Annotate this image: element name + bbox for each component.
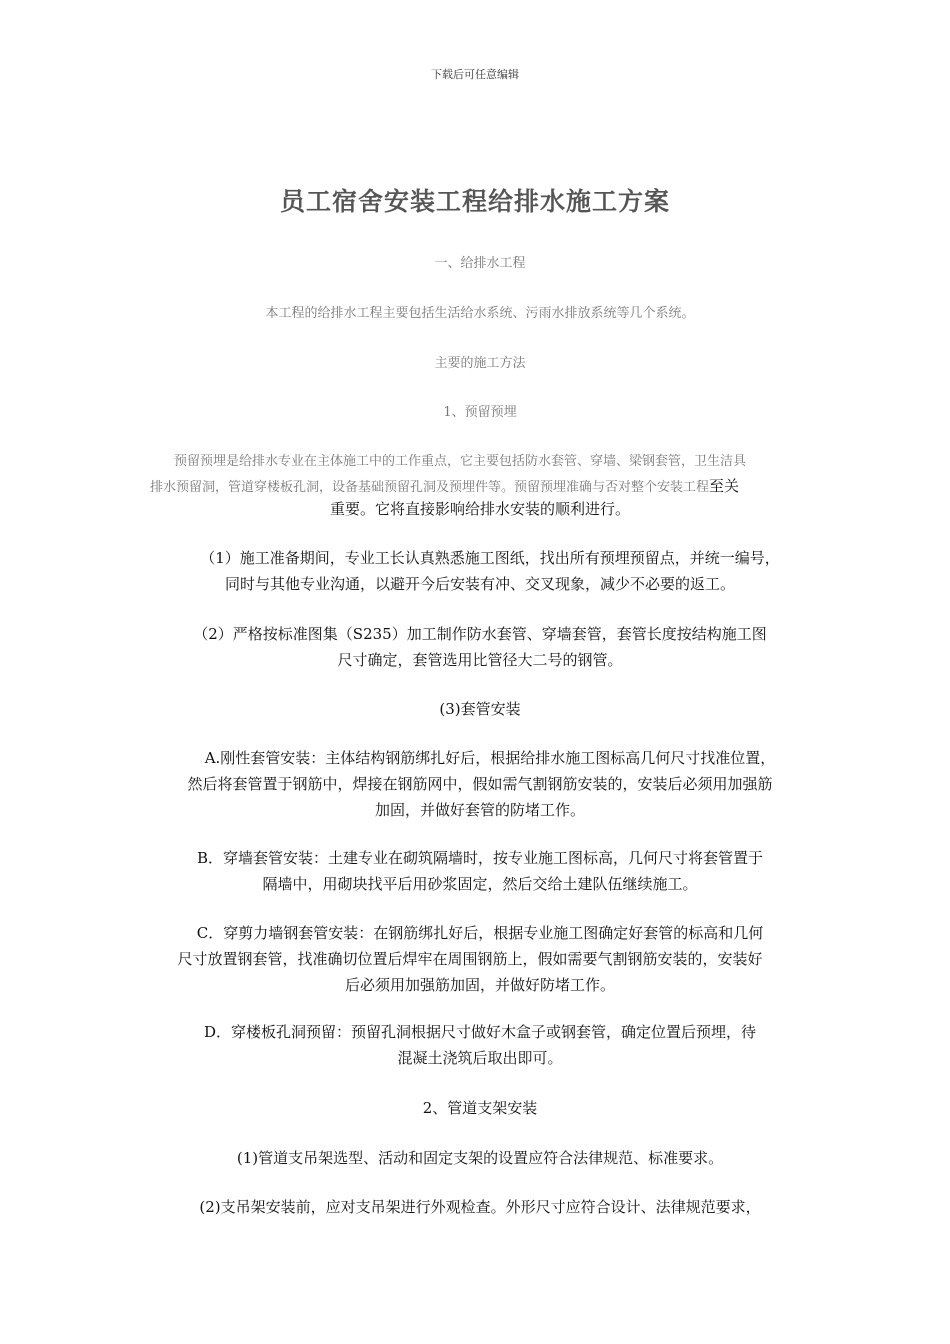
- prebury-line-2-text: 排水预留洞，管道穿楼板孔洞，设备基础预留孔洞及预埋件等。预留预埋准确与否对整个安装工程: [150, 480, 710, 495]
- prebury-line-1: 预留预埋是给排水专业在主体施工中的工作重点，它主要包括防水套管、穿墙、梁钢套管，卫生洁具: [174, 454, 747, 469]
- item-c-line-3: 后必须用加强筋加固，并做好防堵工作。: [344, 976, 615, 994]
- intro-paragraph: 本工程的给排水工程主要包括生活给水系统、污雨水排放系统等几个系统。: [265, 306, 695, 321]
- item-c-line-2: 尺寸放置钢套管，找准确切位置后焊牢在周围钢筋上，假如需要气割钢筋安装的，安装好: [177, 950, 763, 968]
- methods-heading: 主要的施工方法: [434, 356, 526, 371]
- item-a-line-2: 然后将套管置于钢筋中，焊接在钢筋网中，假如需气割钢筋安装的，安装后必须用加强筋: [187, 775, 773, 793]
- item-1-line-1: （1）施工准备期间，专业工长认真熟悉施工图纸，找出所有预埋预留点，并统一编号，: [200, 549, 780, 567]
- item-b-line-2: 隔墙中，用砌块找平后用砂浆固定，然后交给土建队伍继续施工。: [262, 875, 698, 893]
- item-2-line-1: （2）严格按标准图集（S235）加工制作防水套管、穿墙套管，套管长度按结构施工图: [193, 625, 767, 643]
- prebury-line-2: [150, 474, 830, 500]
- item-3-heading: (3)套管安装: [439, 700, 521, 718]
- item-2-line-2: 尺寸确定，套管选用比管径大二号的钢管。: [337, 651, 623, 669]
- item-1-line-2: 同时与其他专业沟通，以避开今后安装有冲、交叉现象，减少不必要的返工。: [224, 575, 735, 593]
- section-heading: 一、给排水工程: [434, 256, 526, 271]
- item-a-line-3: 加固，并做好套管的防堵工作。: [374, 801, 585, 819]
- support-item-2: (2)支吊架安装前，应对支吊架进行外观检查。外形尺寸应符合设计、法律规范要求，: [199, 1198, 761, 1216]
- document-title: 员工宿舍安装工程给排水施工方案: [279, 187, 670, 216]
- header-note: 下载后可任意编辑: [431, 68, 519, 81]
- prebury-line-3: 重要。它将直接影响给排水安装的顺利进行。: [329, 500, 630, 518]
- prebury-line-2-tail: 至关: [709, 477, 740, 495]
- item-d-line-2: 混凝土浇筑后取出即可。: [397, 1049, 563, 1067]
- item-b-line-1: B．穿墙套管安装：土建专业在砌筑隔墙时，按专业施工图标高，几何尺寸将套管置于: [196, 849, 764, 867]
- item-d-line-1: D．穿楼板孔洞预留：预留孔洞根据尺寸做好木盒子或钢套管，确定位置后预埋，待: [203, 1023, 757, 1041]
- support-item-1: (1)管道支吊架选型、活动和固定支架的设置应符合法律规范、标准要求。: [236, 1149, 724, 1167]
- item-a-line-1: A.刚性套管安装：主体结构钢筋绑扎好后，根据给排水施工图标高几何尺寸找准位置，: [204, 749, 776, 767]
- item-c-line-1: C．穿剪力墙钢套管安装：在钢筋绑扎好后，根据专业施工图确定好套管的标高和几何: [196, 924, 764, 942]
- subsection-heading-prebury: 1、预留预埋: [443, 405, 517, 420]
- subsection-heading-supports: 2、管道支架安装: [422, 1099, 538, 1117]
